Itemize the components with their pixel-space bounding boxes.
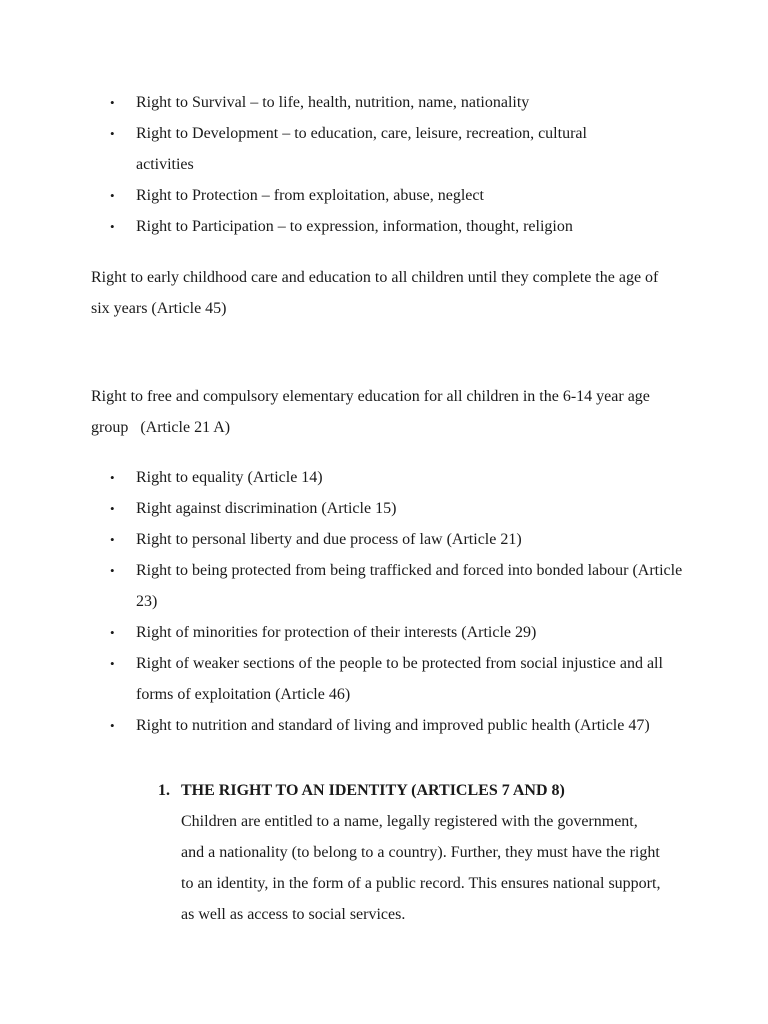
bullet-icon: •	[110, 532, 115, 547]
bullet-icon: •	[110, 188, 115, 203]
bullet-icon: •	[110, 563, 115, 578]
list-item	[110, 524, 690, 555]
list-item	[110, 211, 690, 242]
list-item-text: Right to being protected from being trafficked and forced into bonded labour (Article 23)	[136, 562, 683, 610]
list-item	[110, 180, 690, 211]
rights-list-categories	[110, 87, 690, 242]
list-item-text: Right to Survival – to life, health, nutrition, name, nationality	[136, 94, 530, 111]
bullet-icon: •	[110, 656, 115, 671]
list-item	[110, 118, 690, 180]
rights-list-articles	[110, 462, 690, 741]
section-body-text: Children are entitled to a name, legally registered with the government, and a nationality (to belong to a country). Further, they must have the right to an identity, in the form of a public record. This ensures national support, as well as access to social services.	[181, 813, 661, 923]
section-right-to-identity	[158, 776, 698, 930]
list-item-text: Right to personal liberty and due process of law (Article 21)	[136, 531, 522, 548]
list-item	[110, 617, 690, 648]
list-item	[110, 493, 690, 524]
bullet-icon: •	[110, 718, 115, 733]
bullet-icon: •	[110, 470, 115, 485]
section-number: 1.	[158, 782, 170, 799]
paragraph-early-childhood: Right to early childhood care and education to all children until they complete the age of six years (Article 45)	[91, 269, 659, 317]
list-item-text: Right to nutrition and standard of living and improved public health (Article 47)	[136, 717, 650, 734]
paragraph-elementary-education: Right to free and compulsory elementary education for all children in the 6-14 year age group (Article 21 A)	[91, 388, 654, 436]
list-item-text: Right of weaker sections of the people to be protected from social injustice and all forms of exploitation (Article 46)	[136, 655, 663, 703]
list-item-text: Right to equality (Article 14)	[136, 469, 323, 486]
bullet-icon: •	[110, 126, 115, 141]
section-heading	[158, 776, 698, 806]
list-item-text: Right against discrimination (Article 15)	[136, 500, 397, 517]
list-item	[110, 648, 690, 710]
bullet-icon: •	[110, 501, 115, 516]
list-item	[110, 87, 690, 118]
bullet-icon: •	[110, 95, 115, 110]
bullet-icon: •	[110, 625, 115, 640]
bullet-icon: •	[110, 219, 115, 234]
list-item	[110, 462, 690, 493]
section-title: THE RIGHT TO AN IDENTITY (ARTICLES 7 AND 8)	[181, 782, 565, 799]
list-item-text: Right to Participation – to expression, information, thought, religion	[136, 218, 573, 235]
list-item-text: Right of minorities for protection of their interests (Article 29)	[136, 624, 537, 641]
list-item-text: Right to Protection – from exploitation, abuse, neglect	[136, 187, 484, 204]
list-item	[110, 710, 690, 741]
list-item	[110, 555, 690, 617]
list-item-text: Right to Development – to education, care, leisure, recreation, cultural activities	[136, 125, 587, 173]
